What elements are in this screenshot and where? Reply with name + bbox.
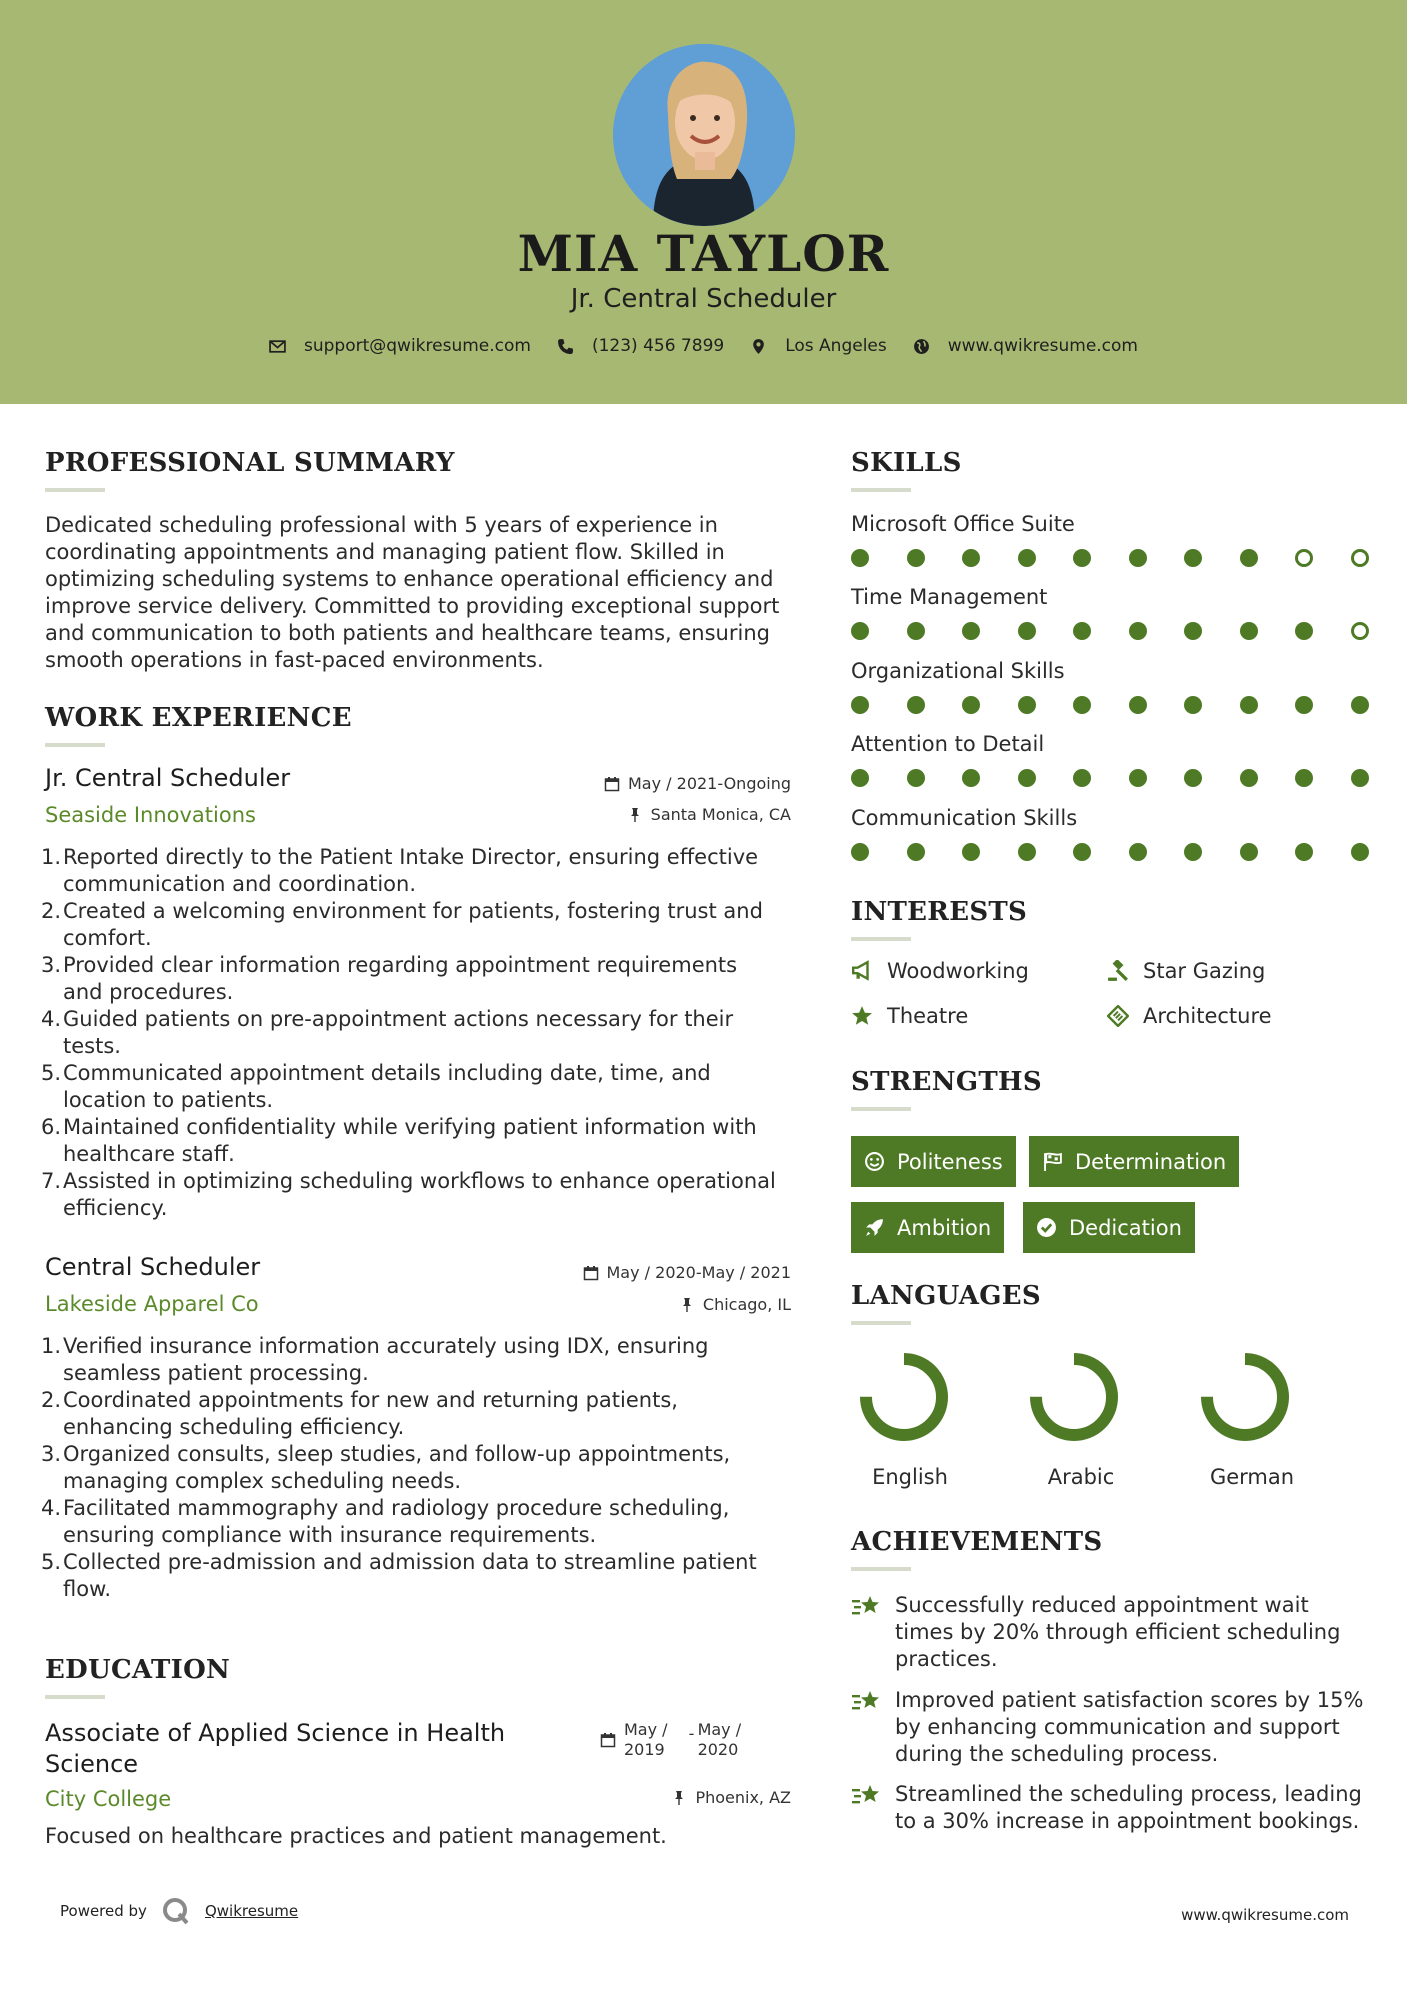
interest-item: [1107, 1004, 1272, 1028]
contact-email[interactable]: [269, 336, 531, 356]
item-line: flow.: [63, 1577, 111, 1601]
globe-icon: [913, 338, 930, 355]
item-number: 1.: [41, 1334, 62, 1358]
ticket-icon: [1107, 1005, 1129, 1027]
rating-dot-filled: [1018, 769, 1036, 787]
list-item: [41, 898, 815, 952]
achievement-line: during the scheduling process.: [895, 1742, 1219, 1766]
item-line: Assisted in optimizing scheduling workflows to enhance operational: [63, 1169, 776, 1193]
list-item: [41, 1495, 815, 1549]
list-item: [41, 844, 815, 898]
job-company: Seaside Innovations: [45, 803, 256, 827]
achievements-heading: ACHIEVEMENTS: [851, 1527, 1103, 1557]
rating-dot-filled: [907, 843, 925, 861]
shooting-star-icon: [851, 1592, 883, 1622]
strength-chip: [1023, 1202, 1195, 1253]
language-label: Arabic: [1047, 1465, 1115, 1489]
interest-item: [851, 1004, 968, 1028]
item-number: 4.: [41, 1007, 62, 1031]
rating-dot-filled: [1129, 769, 1147, 787]
item-line: Facilitated mammography and radiology procedure scheduling,: [63, 1496, 730, 1520]
achievement-text: [895, 1687, 1363, 1768]
summary-line: coordinating appointments and managing patient flow. Skilled in: [45, 540, 725, 564]
smile-icon: [864, 1151, 885, 1172]
list-item: [41, 1168, 815, 1222]
calendar-icon: [600, 1732, 616, 1748]
summary-heading: PROFESSIONAL SUMMARY: [45, 448, 455, 478]
rating-dot-filled: [1351, 843, 1369, 861]
contact-location: [750, 336, 887, 356]
gavel-icon: [1107, 960, 1129, 982]
summary-line: smooth operations in fast-paced environments.: [45, 648, 544, 672]
item-number: 3.: [41, 1442, 62, 1466]
achievement-line: by enhancing communication and support: [895, 1715, 1340, 1739]
rating-dot-empty: [1295, 549, 1313, 567]
skills-rule: [851, 488, 911, 492]
education-location: [491, 1788, 791, 1807]
pushpin-icon: [627, 807, 643, 823]
rating-dot-filled: [907, 622, 925, 640]
rating-dot-filled: [1073, 769, 1091, 787]
job-company: Lakeside Apparel Co: [45, 1292, 259, 1316]
rating-dot-filled: [1129, 549, 1147, 567]
item-number: 2.: [41, 899, 62, 923]
strength-label: Ambition: [897, 1215, 992, 1240]
education-dates: [600, 1720, 741, 1760]
achievement-line: to a 30% increase in appointment bookings.: [895, 1809, 1360, 1833]
achievement-line: practices.: [895, 1647, 998, 1671]
rating-dot-filled: [1073, 622, 1091, 640]
interest-item: [851, 959, 1029, 983]
item-line: efficiency.: [63, 1196, 168, 1220]
rating-dot-empty: [1351, 549, 1369, 567]
item-number: 3.: [41, 953, 62, 977]
interest-label: Woodworking: [887, 959, 1029, 983]
rating-dot-filled: [1184, 696, 1202, 714]
item-number: 5.: [41, 1061, 62, 1085]
rating-dot-filled: [851, 769, 869, 787]
shooting-star-icon: [851, 1781, 883, 1811]
language-level-ring: [1200, 1352, 1290, 1442]
list-item: [41, 1006, 815, 1060]
language-level-ring: [1029, 1352, 1119, 1442]
achievement-text: [895, 1781, 1362, 1835]
item-line: healthcare staff.: [63, 1142, 235, 1166]
language-level-ring: [859, 1352, 949, 1442]
item-line: Collected pre-admission and admission data to streamline patient: [63, 1550, 757, 1574]
interest-label: Theatre: [887, 1004, 969, 1028]
item-number: 2.: [41, 1388, 62, 1412]
achievement-item: [851, 1781, 1371, 1835]
achievement-line: Streamlined the scheduling process, leading: [895, 1782, 1362, 1806]
achievement-text: [895, 1592, 1340, 1673]
item-line: enhancing scheduling efficiency.: [63, 1415, 405, 1439]
job-date: [491, 1263, 791, 1282]
envelope-icon: [269, 338, 286, 355]
date-line: 2020: [697, 1740, 739, 1759]
degree-title: [45, 1718, 605, 1780]
item-line: Reported directly to the Patient Intake Director, ensuring effective: [63, 845, 759, 869]
item-line: Maintained confidentiality while verifying patient information with: [63, 1115, 757, 1139]
rating-dot-filled: [1018, 549, 1036, 567]
candidate-title: Jr. Central Scheduler: [570, 284, 837, 314]
item-line: Verified insurance information accurately using IDX, ensuring: [63, 1334, 709, 1358]
job-date: [491, 774, 791, 793]
rating-dot-filled: [851, 549, 869, 567]
job-bullets: [41, 844, 815, 1222]
pushpin-icon: [671, 1790, 687, 1806]
rating-dot-filled: [962, 549, 980, 567]
rating-dot-filled: [851, 696, 869, 714]
qwikresume-logo-icon: [161, 1896, 191, 1926]
education-location-text: Phoenix, AZ: [695, 1788, 791, 1807]
rating-dot-filled: [907, 549, 925, 567]
job-location-text: Chicago, IL: [702, 1295, 791, 1314]
list-item: [41, 1387, 815, 1441]
achievement-item: [851, 1592, 1371, 1673]
languages-heading: LANGUAGES: [851, 1281, 1041, 1311]
rating-dot-filled: [1240, 769, 1258, 787]
location-text: Los Angeles: [785, 336, 887, 356]
item-number: 6.: [41, 1115, 62, 1139]
check-circle-icon: [1036, 1217, 1057, 1238]
summary-text: [45, 512, 805, 674]
rating-dot-filled: [1129, 622, 1147, 640]
skill-label: Communication Skills: [851, 806, 1078, 830]
skill-label: Attention to Detail: [851, 732, 1045, 756]
strength-label: Determination: [1075, 1149, 1227, 1174]
calendar-icon: [583, 1265, 599, 1281]
strengths-rule: [851, 1107, 911, 1111]
rating-dot-filled: [1184, 843, 1202, 861]
rating-dot-filled: [1018, 696, 1036, 714]
date-separator: -: [688, 1724, 695, 1743]
strength-label: Politeness: [897, 1149, 1003, 1174]
experience-rule: [45, 743, 105, 747]
rating-dot-filled: [1184, 549, 1202, 567]
list-item: [41, 952, 815, 1006]
profile-photo: [613, 44, 795, 226]
job-location: [491, 805, 791, 824]
rating-dot-filled: [1073, 843, 1091, 861]
rating-dot-filled: [1240, 696, 1258, 714]
rating-dot-filled: [851, 843, 869, 861]
rating-dot-filled: [1240, 549, 1258, 567]
item-number: 5.: [41, 1550, 62, 1574]
summary-line: improve service delivery. Committed to providing exceptional support: [45, 594, 780, 618]
rating-dot-filled: [1295, 696, 1313, 714]
contact-phone[interactable]: [557, 336, 724, 356]
job-bullets: [41, 1333, 815, 1603]
item-line: Organized consults, sleep studies, and follow-up appointments,: [63, 1442, 731, 1466]
rating-dot-filled: [1240, 843, 1258, 861]
rating-dot-filled: [1295, 622, 1313, 640]
powered-by-text: Powered by: [60, 1902, 147, 1920]
rating-dot-filled: [1129, 696, 1147, 714]
rating-dot-empty: [1351, 622, 1369, 640]
item-line: ensuring compliance with insurance requirements.: [63, 1523, 597, 1547]
pushpin-icon: [679, 1297, 695, 1313]
education-heading: EDUCATION: [45, 1655, 231, 1685]
summary-line: Dedicated scheduling professional with 5 years of experience in: [45, 513, 718, 537]
resume-header: [0, 0, 1407, 404]
education-rule: [45, 1695, 105, 1699]
rating-dot-filled: [1240, 622, 1258, 640]
job-date-text: May / 2020-May / 2021: [606, 1263, 791, 1282]
rating-dot-filled: [1351, 696, 1369, 714]
strength-label: Dedication: [1069, 1215, 1182, 1240]
item-line: Guided patients on pre-appointment actions necessary for their: [63, 1007, 734, 1031]
skill-label: Microsoft Office Suite: [851, 512, 1075, 536]
shooting-star-icon: [851, 1687, 883, 1717]
item-number: 7.: [41, 1169, 62, 1193]
date-line: May /: [624, 1720, 668, 1739]
item-line: Created a welcoming environment for patients, fostering trust and: [63, 899, 763, 923]
rating-dot-filled: [1351, 769, 1369, 787]
summary-rule: [45, 488, 105, 492]
item-line: communication and coordination.: [63, 872, 417, 896]
achievement-line: times by 20% through efficient scheduling: [895, 1620, 1341, 1644]
rating-dot-filled: [962, 843, 980, 861]
date-line: 2019: [624, 1740, 665, 1759]
star-icon: [851, 1005, 873, 1027]
strengths-heading: STRENGTHS: [851, 1067, 1042, 1097]
rating-dot-filled: [1295, 843, 1313, 861]
education-start: [624, 1720, 668, 1760]
item-line: Communicated appointment details including date, time, and: [63, 1061, 711, 1085]
interest-item: [1107, 959, 1265, 983]
list-item: [41, 1441, 815, 1495]
date-line: May /: [697, 1720, 742, 1739]
phone-text: (123) 456 7899: [591, 336, 725, 356]
summary-line: optimizing scheduling systems to enhance operational efficiency and: [45, 567, 774, 591]
achievement-item: [851, 1687, 1371, 1768]
strength-chip: [1029, 1136, 1239, 1187]
item-line: seamless patient processing.: [63, 1361, 369, 1385]
calendar-icon: [604, 776, 620, 792]
language-label: English: [872, 1465, 948, 1489]
rating-dot-filled: [962, 769, 980, 787]
rating-dot-filled: [1129, 843, 1147, 861]
school-name: City College: [45, 1787, 172, 1811]
achievement-line: Successfully reduced appointment wait: [895, 1593, 1309, 1617]
item-line: comfort.: [63, 926, 152, 950]
experience-heading: WORK EXPERIENCE: [45, 703, 352, 733]
language-label: German: [1209, 1465, 1295, 1489]
rating-dot-filled: [1073, 696, 1091, 714]
brand-link[interactable]: Qwikresume: [204, 1902, 299, 1920]
rating-dot-filled: [907, 696, 925, 714]
interests-heading: INTERESTS: [851, 897, 1028, 927]
rating-dot-filled: [1018, 843, 1036, 861]
skill-rating: [851, 622, 1369, 640]
summary-line: and communication to both patients and healthcare teams, ensuring: [45, 621, 770, 645]
footer-website[interactable]: www.qwikresume.com: [1181, 1906, 1349, 1924]
item-line: tests.: [63, 1034, 121, 1058]
education-end: [688, 1720, 742, 1760]
item-line: Coordinated appointments for new and returning patients,: [63, 1388, 678, 1412]
item-line: location to patients.: [63, 1088, 274, 1112]
phone-icon: [557, 338, 574, 355]
bullhorn-icon: [851, 960, 873, 982]
item-number: 1.: [41, 845, 62, 869]
item-line: managing complex scheduling needs.: [63, 1469, 462, 1493]
job-location: [491, 1295, 791, 1314]
website-text: www.qwikresume.com: [947, 336, 1138, 356]
rating-dot-filled: [1184, 769, 1202, 787]
interests-rule: [851, 937, 911, 941]
rating-dot-filled: [851, 622, 869, 640]
list-item: [41, 1333, 815, 1387]
item-line: and procedures.: [63, 980, 234, 1004]
rating-dot-filled: [1018, 622, 1036, 640]
rating-dot-filled: [907, 769, 925, 787]
contact-bar: [0, 336, 1407, 356]
job-location-text: Santa Monica, CA: [650, 805, 791, 824]
contact-website[interactable]: [913, 336, 1138, 356]
skill-label: Organizational Skills: [851, 659, 1065, 683]
job-role: Jr. Central Scheduler: [45, 764, 291, 792]
skill-rating: [851, 549, 1369, 567]
achievements-rule: [851, 1567, 911, 1571]
degree-line: Science: [45, 1750, 139, 1778]
flag-icon: [1042, 1151, 1063, 1172]
interest-label: Star Gazing: [1143, 959, 1266, 983]
skills-heading: SKILLS: [851, 448, 962, 478]
map-pin-icon: [750, 338, 767, 355]
profile-photo-illustration: [613, 44, 795, 226]
list-item: [41, 1060, 815, 1114]
skill-rating: [851, 843, 1369, 861]
rating-dot-filled: [1295, 769, 1313, 787]
rating-dot-filled: [1073, 549, 1091, 567]
job-role: Central Scheduler: [45, 1253, 261, 1281]
list-item: [41, 1549, 815, 1603]
email-text: support@qwikresume.com: [304, 336, 531, 356]
skill-label: Time Management: [851, 585, 1048, 609]
languages-rule: [851, 1321, 911, 1325]
strength-chip: [851, 1202, 1004, 1253]
rating-dot-filled: [1184, 622, 1202, 640]
item-line: Provided clear information regarding appointment requirements: [63, 953, 738, 977]
strength-chip: [851, 1136, 1016, 1187]
degree-line: Associate of Applied Science in Health: [45, 1719, 506, 1747]
item-number: 4.: [41, 1496, 62, 1520]
rocket-icon: [864, 1217, 885, 1238]
education-description: Focused on healthcare practices and patient management.: [45, 1824, 667, 1848]
rating-dot-filled: [962, 696, 980, 714]
candidate-name: MIA TAYLOR: [517, 224, 890, 283]
skill-rating: [851, 769, 1369, 787]
list-item: [41, 1114, 815, 1168]
interest-label: Architecture: [1143, 1004, 1272, 1028]
rating-dot-filled: [962, 622, 980, 640]
achievement-line: Improved patient satisfaction scores by 15%: [895, 1688, 1364, 1712]
skill-rating: [851, 696, 1369, 714]
footer-powered-by: [60, 1896, 298, 1926]
job-date-text: May / 2021-Ongoing: [628, 774, 791, 793]
